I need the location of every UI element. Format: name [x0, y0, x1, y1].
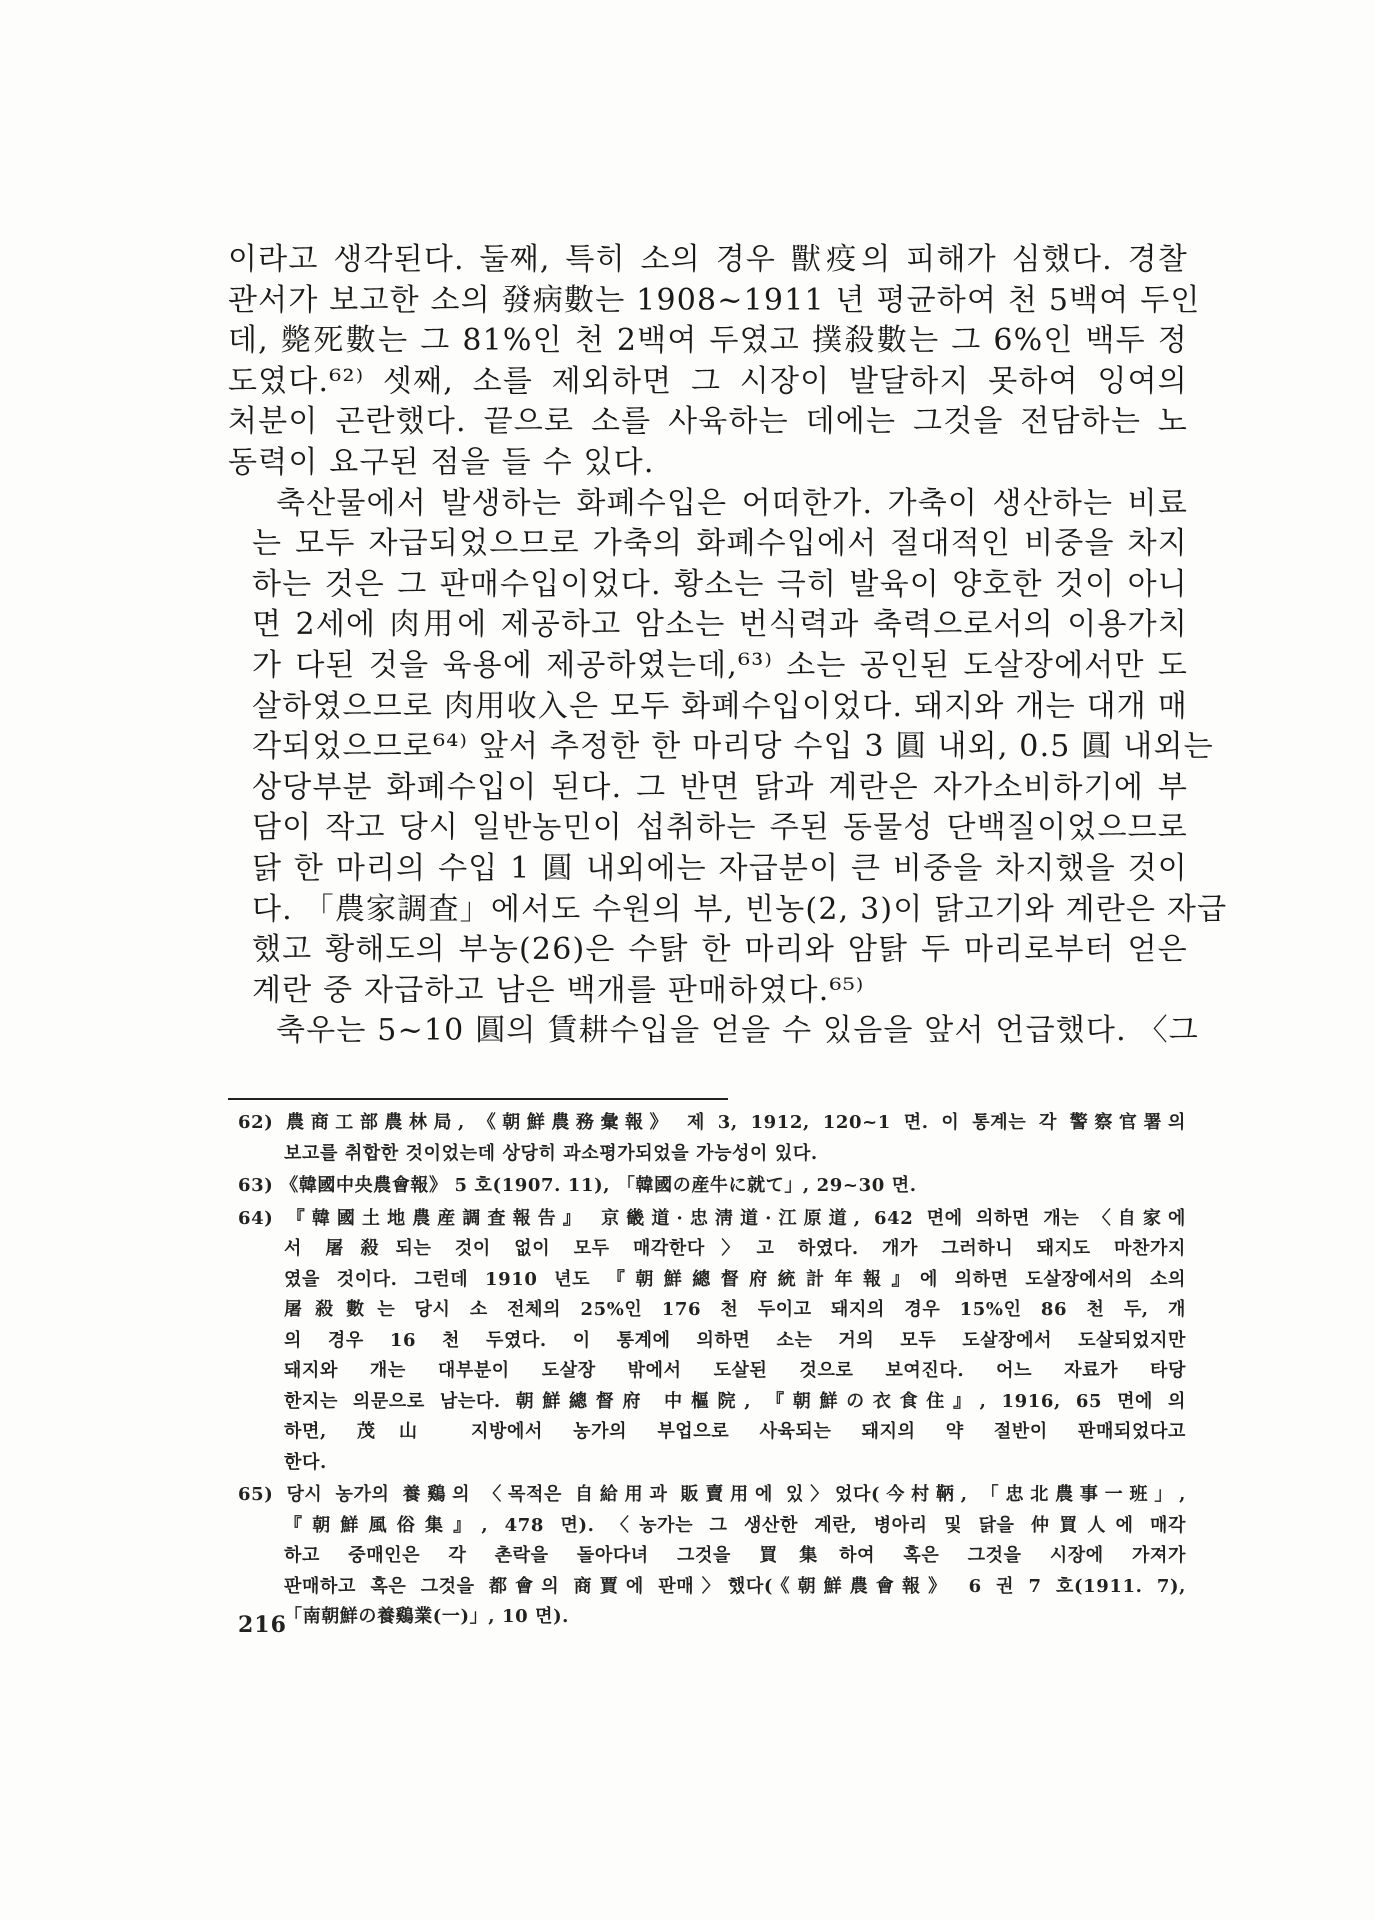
text-line: 이라고 생각된다. 둘째, 특히 소의 경우 獸疫의 피해가 심했다. 경찰	[228, 242, 1188, 277]
text-line: 계란 중 자급하고 남은 백개를 판매하였다.⁶⁵⁾	[252, 972, 865, 1008]
footnote-line: 「南朝鮮の養鷄業(一)」, 10 면).	[284, 1606, 570, 1627]
footnote-line: 65) 당시 농가의 養鷄의 〈목적은 自給用과 販賣用에 있〉었다(今村鞆, 「忠北農事一班」,	[238, 1484, 1186, 1505]
footnote	[238, 1204, 1186, 1479]
text-line: 는 모두 자급되었으므로 가축의 화폐수입에서 절대적인 비중을 차지	[252, 526, 1188, 562]
text-line: 살하였으므로 肉用收入은 모두 화폐수입이었다. 돼지와 개는 대개 매	[252, 688, 1188, 724]
text-line: 축우는 5~10 圓의 賃耕수입을 얻을 수 있음을 앞서 언급했다. 〈그	[276, 1013, 1199, 1049]
footnote-separator	[228, 1098, 728, 1100]
paragraph	[228, 1011, 1199, 1052]
footnotes	[238, 1108, 1186, 1635]
footnote	[238, 1171, 1186, 1202]
footnote-line: 64) 『韓國土地農産調査報告』 京畿道·忠淸道·江原道, 642 면에 의하면 개는 〈自家에	[238, 1207, 1186, 1229]
footnote-line: 한다.	[284, 1451, 327, 1473]
footnote-line: 서 屠殺되는 것이 없이 모두 매각한다〉고 하였다. 개가 그러하니 돼지도 마찬가지	[284, 1238, 1186, 1259]
text-line: 담이 작고 당시 일반농민이 섭취하는 주된 동물성 단백질이었으므로	[252, 810, 1188, 846]
footnote-line: 62) 農商工部農林局, 《朝鮮農務彙報》 제 3, 1912, 120~1 면. 이 통계는 각 警察官署의	[238, 1112, 1186, 1133]
text-line: 다. 「農家調査」에서도 수원의 부, 빈농(2, 3)이 닭고기와 계란은 자급	[252, 891, 1228, 927]
text-line: 상당부분 화폐수입이 된다. 그 반면 닭과 계란은 자가소비하기에 부	[252, 769, 1188, 805]
text-line: 도였다.⁶²⁾ 셋째, 소를 제외하면 그 시장이 발달하지 못하여 잉여의	[228, 363, 1188, 399]
text-line: 관서가 보고한 소의 發病數는 1908~1911 년 평균하여 천 5백여 두인	[228, 282, 1201, 318]
page-number: 216	[238, 1612, 287, 1638]
footnote-line: 『朝鮮風俗集』, 478 면). 〈농가는 그 생산한 계란, 병아리 및 닭을 仲買人에 매각	[284, 1514, 1186, 1536]
text-line: 축산물에서 발생하는 화폐수입은 어떠한가. 가축이 생산하는 비료	[276, 485, 1188, 521]
text-line: 하는 것은 그 판매수입이었다. 황소는 극히 발육이 양호한 것이 아니	[252, 566, 1188, 602]
footnote	[238, 1480, 1186, 1633]
footnote-line: 하면, 茂山 지방에서 농가의 부업으로 사육되는 돼지의 약 절반이 판매되었다고	[284, 1421, 1186, 1442]
paragraph	[228, 484, 1228, 1012]
footnote-line: 하고 중매인은 각 촌락을 돌아다녀 그것을 買集하여 혹은 그것을 시장에 가져가	[284, 1545, 1186, 1566]
main-text	[228, 240, 1228, 1052]
footnote-line: 판매하고 혹은 그것을 都會의 商賈에 판매〉했다(《朝鮮農會報》 6 권 7 호(1911. 7),	[284, 1575, 1186, 1597]
footnote-line: 63) 《韓國中央農會報》 5 호(1907. 11), 「韓國の産牛に就て」, 29~30 면.	[238, 1175, 917, 1196]
footnote	[238, 1108, 1186, 1169]
paragraph	[228, 240, 1201, 484]
footnote-line: 보고를 취합한 것이었는데 상당히 과소평가되었을 가능성이 있다.	[284, 1142, 818, 1164]
text-line: 처분이 곤란했다. 끝으로 소를 사육하는 데에는 그것을 전담하는 노	[228, 404, 1188, 440]
footnote-line: 한지는 의문으로 남는다. 朝鮮總督府 中樞院, 『朝鮮の衣食住』, 1916, 65 면에 의	[284, 1390, 1186, 1412]
footnote-line: 屠殺數는 당시 소 전체의 25%인 176 천 두이고 돼지의 경우 15%인 86 천 두, 개	[284, 1299, 1186, 1320]
text-line: 데, 斃死數는 그 81%인 천 2백여 두였고 撲殺數는 그 6%인 백두 정	[228, 323, 1188, 359]
footnote-line: 였을 것이다. 그런데 1910 년도 『朝鮮總督府統計年報』에 의하면 도살장에서의 소의	[284, 1268, 1186, 1290]
text-line: 동력이 요구된 점을 들 수 있다.	[228, 444, 655, 480]
text-line: 했고 황해도의 부농(26)은 수탉 한 마리와 암탉 두 마리로부터 얻은	[252, 932, 1188, 968]
text-line: 가 다된 것을 육용에 제공하였는데,⁶³⁾ 소는 공인된 도살장에서만 도	[252, 647, 1188, 683]
text-line: 면 2세에 肉用에 제공하고 암소는 번식력과 축력으로서의 이용가치	[252, 607, 1188, 643]
text-line: 각되었으므로⁶⁴⁾ 앞서 추정한 한 마리당 수입 3 圓 내외, 0.5 圓 내외는	[252, 729, 1214, 765]
text-line: 닭 한 마리의 수입 1 圓 내외에는 자급분이 큰 비중을 차지했을 것이	[252, 850, 1188, 886]
footnote-line: 돼지와 개는 대부분이 도살장 밖에서 도살된 것으로 보여진다. 어느 자료가 타당	[284, 1360, 1186, 1381]
footnote-line: 의 경우 16 천 두였다. 이 통계에 의하면 소는 거의 모두 도살장에서 도살되었지만	[284, 1329, 1186, 1351]
